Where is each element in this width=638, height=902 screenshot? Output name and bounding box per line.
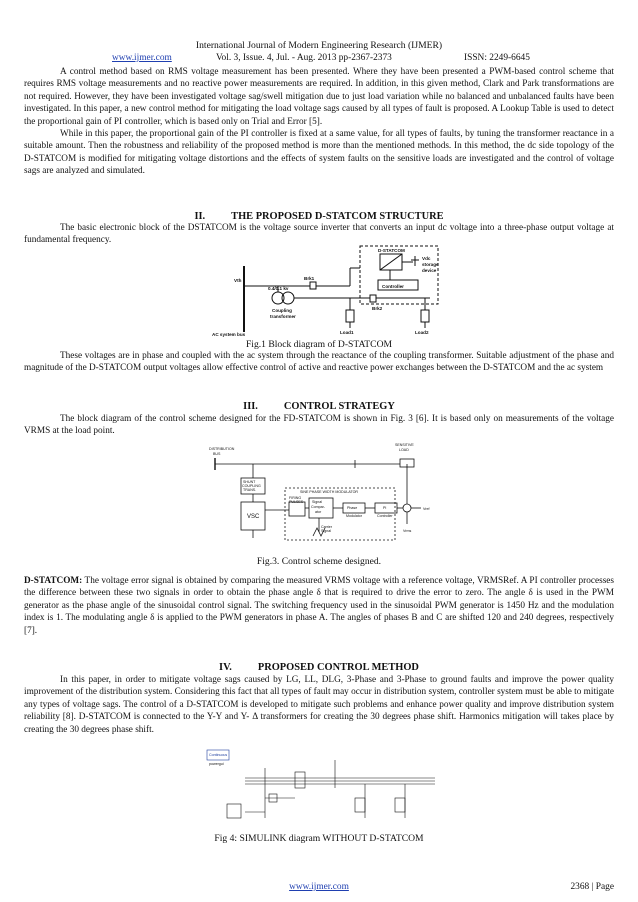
figure-4-caption: Fig 4: SIMULINK diagram WITHOUT D-STATCOM <box>214 833 424 844</box>
section-2-para-1-text: The basic electronic block of the DSTATCOM is the voltage source inverter that converts an input dc voltage into a three-phase output voltage at fundamental frequency. <box>24 223 614 246</box>
section-3-number: III. <box>243 401 258 412</box>
section-4-number: IV. <box>219 662 232 673</box>
journal-title: International Journal of Modern Engineering Research (IJMER) <box>195 40 443 51</box>
fig3-signal-label: Signal <box>312 500 322 504</box>
intro-paragraph-1: A control method based on RMS voltage measurement has been presented. Where they have been presented a PWM-based control scheme that requires RMS voltage measurements and no reactive power measurements are required. In addition, in this given method, Clark and Park transformations are not required. However, they have been investigated voltage sag/swell mitigation due to just load variation while no balanced and unbalanced faults have been investigated. In this paper, a new control method for mitigating the load voltage sags caused by all types of fault is proposed. A Lookup Table is used to detect the proportional gain of PI controller, which is based only on Trial and Error [5]. <box>24 67 614 127</box>
section-4-heading <box>0 662 638 673</box>
fig3-bus-label: BUS <box>213 452 221 456</box>
header-issn: ISSN: 2249-6645 <box>464 53 530 63</box>
fig3-vrms-label: Vrms <box>403 529 412 533</box>
section-3-para <box>24 413 614 438</box>
fig3-pi-label: PI <box>383 506 387 510</box>
fig3-load-label: LOAD <box>399 448 409 452</box>
fig3-shunt-label: SHUNT <box>243 480 256 484</box>
fig4-powergui-label: powergui <box>209 762 224 766</box>
fig3-compar-label: Compar- <box>311 505 325 509</box>
section-2-title: THE PROPOSED D-STATCOM STRUCTURE <box>231 211 444 222</box>
fig1-brk2-label: Brk2 <box>372 306 383 311</box>
footer-website-link[interactable]: www.ijmer.com <box>289 882 349 892</box>
figure-1-caption: Fig.1 Block diagram of D-STATCOM <box>245 339 393 350</box>
section-3-para-text: The block diagram of the control scheme designed for the FD-STATCOM is shown in Fig. 3 [6]. It is based only on measurements of the voltage VRMS at the load point. <box>24 414 614 437</box>
fig1-coupling-label: Coupling <box>272 308 292 313</box>
section-4-para <box>24 674 614 736</box>
section-2-heading <box>0 211 638 222</box>
section-3-title: CONTROL STRATEGY <box>283 401 395 412</box>
fig1-load2-label: Load2 <box>415 330 429 335</box>
figure-3-caption: Fig.3. Control scheme designed. <box>256 556 382 567</box>
section-2-number: II. <box>194 211 206 222</box>
fig1-load1-label: Load1 <box>340 330 354 335</box>
fig3-sensitive-label: SENSITIVE <box>395 443 414 447</box>
dstatcom-paragraph <box>24 575 614 637</box>
figure-3-control-scheme <box>205 440 445 552</box>
figure-4-simulink-diagram <box>205 748 445 828</box>
fig1-brk1-label: Brk1 <box>304 276 315 281</box>
dstatcom-lead: D-STATCOM: <box>24 576 83 586</box>
fig4-continuous-label: Continuous <box>209 753 228 757</box>
figure-1-dstatcom-block-diagram <box>210 244 440 338</box>
fig3-pulses-label: PULSES <box>289 500 304 504</box>
intro-text <box>24 66 614 178</box>
fig3-vref-label: Vref <box>423 507 430 511</box>
fig3-vsc-label: VSC <box>247 514 260 520</box>
fig1-ac-bus-label: AC system bus <box>212 332 246 337</box>
fig1-vth-label: Vth <box>234 278 242 283</box>
fig1-device-label: device <box>422 268 437 273</box>
fig1-vdc-label: Vdc <box>422 256 431 261</box>
section-2-para-2 <box>24 350 614 375</box>
fig1-dstatcom-label: D-STATCOM <box>378 248 405 253</box>
fig3-distribution-label: DISTRIBUTION <box>209 447 235 451</box>
section-4-para-text: In this paper, in order to mitigate voltage sags caused by LG, LL, DLG, 3-Phase and 3-Phase to ground faults and improve the power quality improvement of the distribution system. Considering this fact that all types of fault may occur in distribution system, controller system must be able to mitigate any types of voltage sags. The control of a D-STATCOM is developed to mitigate such problems and enhance power quality and improve distribution system reliability [8]. D-STATCOM is connected to the Y-Y and Y- Δ transformers for creating the 30 degrees phase shift. Harmonics mitigation will takes place by creating the 30 degrees phase shift. <box>24 675 614 735</box>
section-4-title: PROPOSED CONTROL METHOD <box>257 662 419 673</box>
fig1-kv-label: 0.4/0.1 kv <box>268 286 289 291</box>
fig3-controller-small-label: Controller <box>377 514 393 518</box>
fig3-ator-label: ator <box>315 510 322 514</box>
fig1-transformer-label: transformer <box>270 314 296 319</box>
header-website-link[interactable]: www.ijmer.com <box>112 53 172 63</box>
fig1-storage-label: storage <box>422 262 439 267</box>
intro-paragraph-2: While in this paper, the proportional gain of the PI controller is fixed at a same value, for all types of faults, by tuning the transformer reactance in a suitable amount. Then the robustness and reliability of the proposed method is more than the mentioned methods. In this method, the dc side topology of the D-STATCOM is modified for mitigating voltage distortions and the effects of system faults on the sensitive loads are investigated and the control of voltage sags are analyzed and simulated. <box>24 129 614 177</box>
dstatcom-text: The voltage error signal is obtained by comparing the measured VRMS voltage with a reference voltage, VRMSRef. A PI controller processes the difference between these two signals in order to obtain the phase angle δ that is required to drive the error to zero. The angle δ is used in the PWM generator as the phase angle of the sinusoidal control signal. The switching frequency used in the sinusoidal PWM generator is 1450 Hz and the modulation index is 1. The modulating angle δ is applied to the PWM generators in phase A. The angles of phases B and C are shifted 120 and 240 degrees, respectively [7]. <box>24 576 614 636</box>
fig3-carrier-label: Carrier <box>321 525 332 529</box>
fig3-phase-label: Phase <box>347 506 358 510</box>
fig3-carrier-signal-label: Signal <box>321 529 331 533</box>
fig3-modulator-small-label: Modulator <box>346 514 362 518</box>
fig3-firing-label: FIRING <box>289 496 302 500</box>
fig3-trans-label: TRANS. <box>243 488 257 492</box>
footer-page-number: 2368 | Page <box>570 882 614 892</box>
fig3-coupling-label: COUPLING <box>242 484 261 488</box>
header-volume: Vol. 3, Issue. 4, Jul. - Aug. 2013 pp-2367-2373 <box>216 53 392 63</box>
section-2-para-2-text: These voltages are in phase and coupled with the ac system through the reactance of the coupling transformer. Suitable adjustment of the phase and magnitude of the D-STATCOM output voltages allow effective control of active and reactive power exchanges between the D-STATCOM and the ac system <box>24 351 614 374</box>
fig3-modulator-label: SINE PHASE WIDTH MODULATOR <box>300 490 358 494</box>
fig1-controller-label: Controller <box>382 284 404 289</box>
section-3-heading <box>0 401 638 412</box>
